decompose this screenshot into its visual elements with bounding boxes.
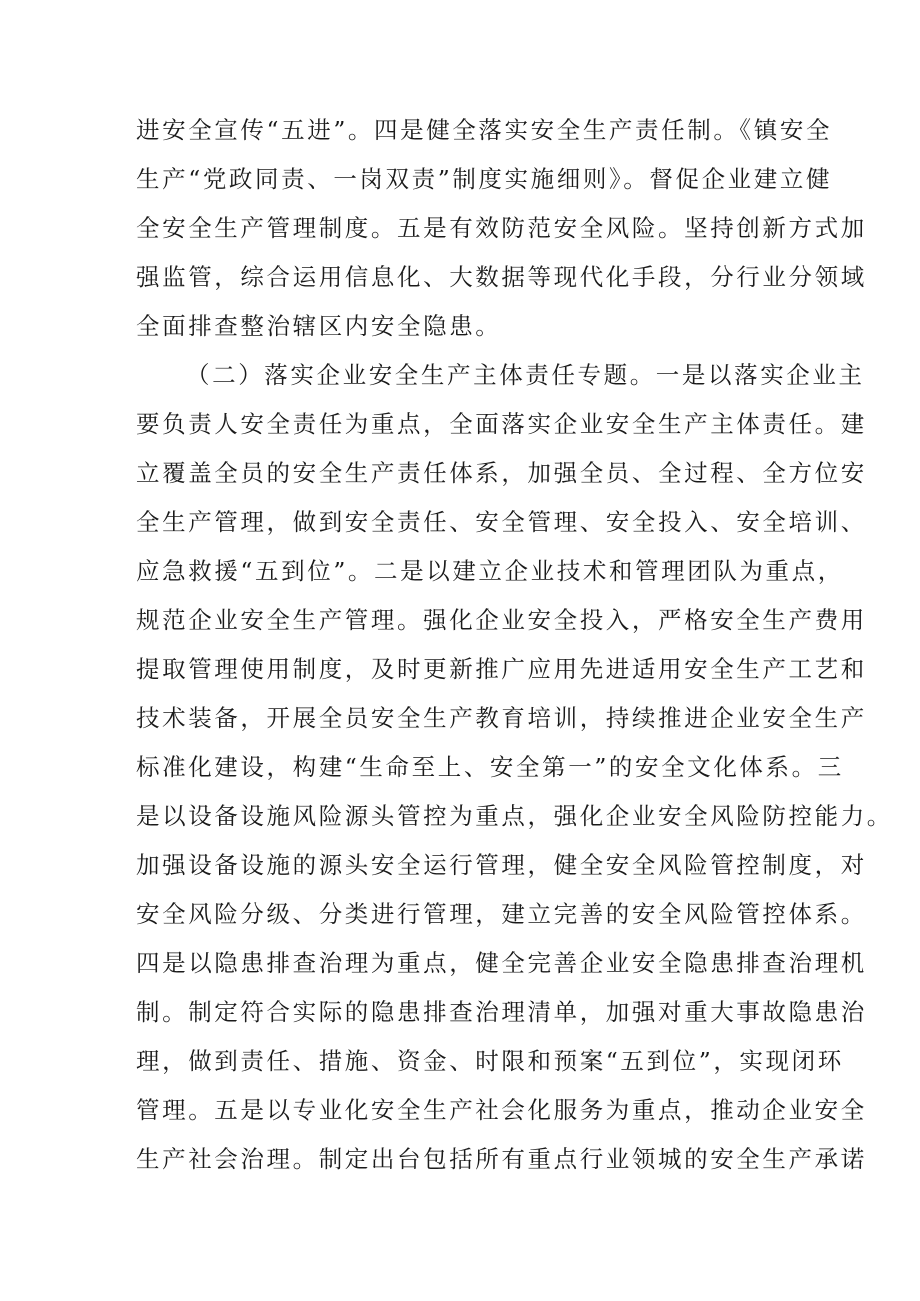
- text-line: 规范企业安全生产管理。强化企业安全投入，严格安全生产费用: [136, 606, 867, 634]
- text-line: 生产社会治理。制定出台包括所有重点行业领城的安全生产承诺: [136, 1145, 867, 1173]
- section-heading-line: （二）落实企业安全生产主体责任专题。一是以落实企业主: [186, 361, 865, 389]
- text-line: 标准化建设，构建“生命至上、安全第一”的安全文化体系。三: [136, 753, 844, 781]
- text-line: 提取管理使用制度，及时更新推广应用先进适用安全生产工艺和: [136, 655, 867, 683]
- text-line: 应急救援“五到位”。二是以建立企业技术和管理团队为重点，: [136, 557, 844, 585]
- text-line: 全生产管理，做到安全责任、安全管理、安全投入、安全培训、: [136, 508, 867, 536]
- text-line: 生产“党政同责、一岗双责”制度实施细则》。督促企业建立健: [136, 165, 833, 193]
- text-line: 进安全宣传“五进”。四是健全落实安全生产责任制。《镇安全: [136, 116, 833, 144]
- text-line: 要负责人安全责任为重点，全面落实企业安全生产主体责任。建: [136, 410, 867, 438]
- text-line: 四是以隐患排查治理为重点，健全完善企业安全隐患排查治理机: [136, 949, 867, 977]
- text-line: 技术装备，开展全员安全生产教育培训，持续推进企业安全生产: [136, 704, 867, 732]
- text-line: 强监管，综合运用信息化、大数据等现代化手段，分行业分领域: [136, 263, 867, 291]
- text-line: 全面排查整治辖区内安全隐患。: [136, 312, 502, 340]
- text-line: 是以设备设施风险源头管控为重点，强化企业安全风险防控能力。: [136, 802, 893, 830]
- text-line: 立覆盖全员的安全生产责任体系，加强全员、全过程、全方位安: [136, 459, 867, 487]
- text-line: 安全风险分级、分类进行管理，建立完善的安全风险管控体系。: [136, 900, 867, 928]
- text-line: 加强设备设施的源头安全运行管理，健全安全风险管控制度，对: [136, 851, 867, 879]
- text-line: 理，做到责任、措施、资金、时限和预案“五到位”，实现闭环: [136, 1047, 844, 1075]
- text-line: 制。制定符合实际的隐患排查治理清单，加强对重大事故隐患治: [136, 998, 867, 1026]
- text-line: 管理。五是以专业化安全生产社会化服务为重点，推动企业安全: [136, 1096, 867, 1124]
- text-line: 全安全生产管理制度。五是有效防范安全风险。坚持创新方式加: [136, 214, 867, 242]
